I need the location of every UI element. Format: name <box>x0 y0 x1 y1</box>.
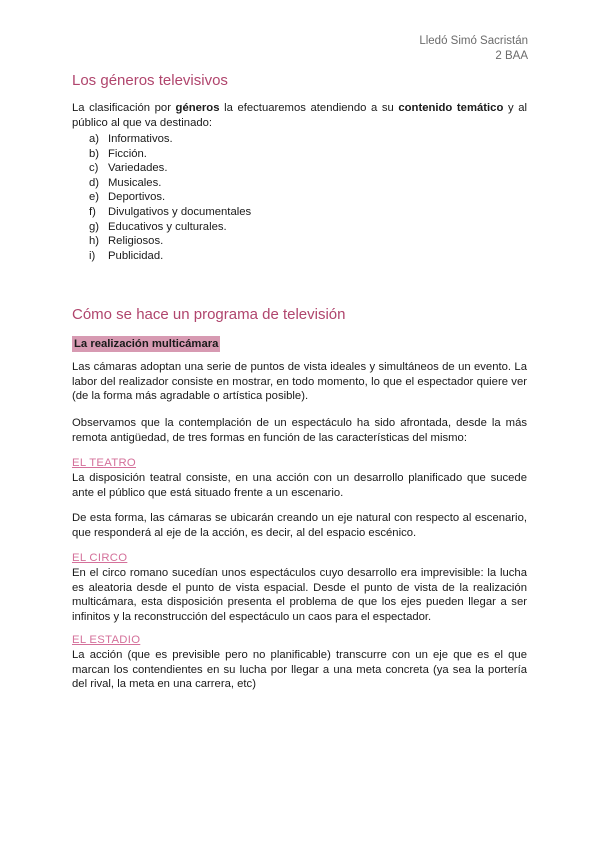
paragraph-teatro-1: La disposición teatral consiste, en una acción con un desarrollo planificado que sucede ante el público que está situado frente a un escenario. <box>72 472 527 499</box>
paragraph-observamos: Observamos que la contemplación de un espectáculo ha sido afrontada, desde la más remota antigüedad, de tres formas en función de las características del mismo: <box>72 417 527 444</box>
list-label: Variedades. <box>108 162 168 175</box>
list-item <box>89 147 251 162</box>
list-label: Informativos. <box>108 133 173 145</box>
list-marker: i) <box>89 249 96 262</box>
list-marker: h) <box>89 235 100 248</box>
list-label: Publicidad. <box>108 249 164 262</box>
intro-paragraph <box>72 101 527 130</box>
paragraph-circo: En el circo romano sucedían unos espectáculos cuyo desarrollo era imprevisible: la lucha es aleatoria desde el punto de vista espacial. Desde el punto de vista de la realización multicámara, esta disposición presenta el problema de que los ejes pueden llegar a ser infinitos y la reconstrucción del espectáculo un caos para el espectador. <box>72 567 527 623</box>
heading-estadio: EL ESTADIO <box>72 634 141 646</box>
list-marker: a) <box>89 133 100 145</box>
paragraph-camaras: Las cámaras adoptan una serie de puntos de vista ideales y simultáneos de un evento. La labor del realizador consiste en mostrar, en todo momento, lo que el espectador quiere ver (de la forma más agradable o artística posible). <box>72 361 527 403</box>
list-marker: f) <box>89 205 96 218</box>
list-label: Deportivos. <box>108 191 166 204</box>
list-label: Ficción. <box>108 147 147 160</box>
intro-text: La clasificación por <box>72 102 176 114</box>
paragraph-estadio: La acción (que es previsible pero no planificable) transcurre con un eje que es el que marcan los contendientes en su lucha por llegar a una meta concreta (ya sea la portería del rival, la meta en una carrera, etc) <box>72 649 527 691</box>
list-marker: b) <box>89 147 100 160</box>
section-title-programa: Cómo se hace un programa de televisión <box>72 306 346 323</box>
genre-list <box>89 132 251 263</box>
list-item <box>89 234 251 249</box>
list-label: Divulgativos y documentales <box>108 205 252 218</box>
intro-text: y al público al que va destinado: <box>72 102 527 129</box>
subtitle-realizacion: La realización multicámara <box>74 338 219 350</box>
list-marker: e) <box>89 191 100 204</box>
heading-circo: EL CIRCO <box>72 552 128 564</box>
list-item <box>89 249 251 264</box>
list-label: Religiosos. <box>108 235 164 248</box>
list-item <box>89 161 251 176</box>
intro-bold-contenido: contenido temático <box>398 102 504 114</box>
section-title-generos: Los géneros televisivos <box>72 72 228 89</box>
list-marker: g) <box>89 220 100 233</box>
paragraph-teatro-2: De esta forma, las cámaras se ubicarán creando un eje natural con respecto al escenario, que responderá al eje de la acción, es decir, al del espacio escénico. <box>72 512 527 539</box>
list-item <box>89 132 251 147</box>
list-label: Educativos y culturales. <box>108 220 227 233</box>
list-item <box>89 205 251 220</box>
class-label: 2 BAA <box>495 50 528 62</box>
list-item <box>89 220 251 235</box>
list-label: Musicales. <box>108 176 162 189</box>
heading-teatro: EL TEATRO <box>72 457 137 469</box>
list-marker: c) <box>89 162 99 175</box>
intro-text: la efectuaremos atendiendo a su <box>219 102 399 114</box>
list-marker: d) <box>89 176 100 189</box>
list-item <box>89 190 251 205</box>
list-item <box>89 176 251 191</box>
author-name: Lledó Simó Sacristán <box>419 35 528 47</box>
page-header <box>419 34 528 64</box>
intro-bold-generos: géneros <box>175 102 220 114</box>
